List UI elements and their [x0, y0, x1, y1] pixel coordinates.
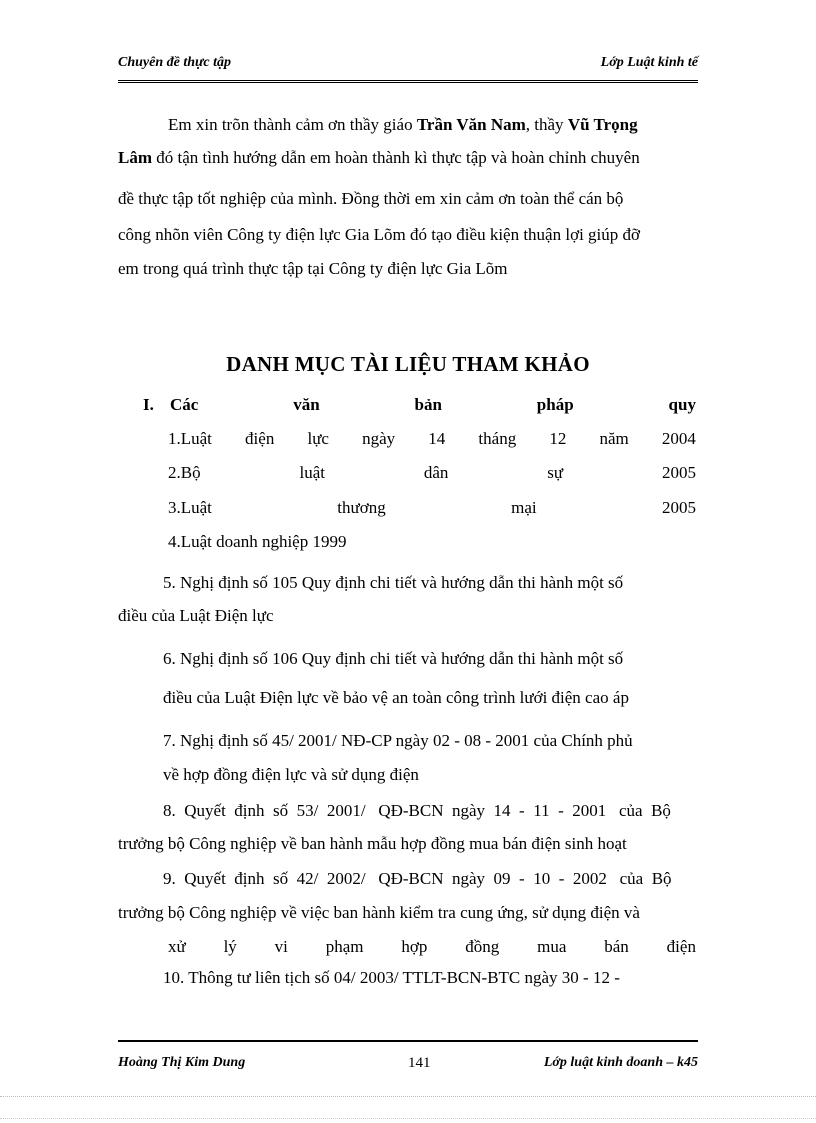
ref-item-4: 4.Luật doanh nghiệp 1999 [168, 532, 347, 551]
page-number: 141 [408, 1055, 431, 1071]
ref-item-8-line-2: trưởng bộ Công nghiệp về ban hành mẫu hợp đồng mua bán điện sinh hoạt [118, 834, 627, 853]
ack-line-3: đề thực tập tốt nghiệp của mình. Đồng thời em xin cảm ơn toàn thể cán bộ [118, 189, 624, 208]
page-edge-dotted-line [0, 1096, 816, 1097]
footer-class: Lớp luật kinh doanh – k45 [543, 1055, 698, 1070]
page-edge-dotted-line-2 [0, 1118, 816, 1119]
ref-item-6-line-2: điều của Luật Điện lực về bảo vệ an toàn công trình lưới điện cao áp [163, 688, 629, 707]
ref-item-1: 1.Luật điện lực ngày 14 tháng 12 năm 2004 [168, 429, 696, 448]
footer-author: Hoàng Thị Kim Dung [118, 1055, 246, 1070]
header-left: Chuyên đề thực tập [118, 55, 232, 70]
ref-item-7-line-2: về hợp đồng điện lực và sử dụng điện [163, 765, 419, 784]
ref-item-9-line-3: xử lý vi phạm hợp đồng mua bán điện [168, 937, 696, 956]
section-number: I. [143, 395, 154, 414]
ack-line-4: công nhõn viên Công ty điện lực Gia Lõm đó tạo điều kiện thuận lợi giúp đỡ [118, 225, 641, 244]
ack-line-1: Em xin trõn thành cảm ơn thầy giáo Trần Văn Nam, thầy Vũ Trọng [168, 115, 638, 134]
section-heading: Các văn bản pháp quy [170, 395, 696, 414]
ack-line-5: em trong quá trình thực tập tại Công ty điện lực Gia Lõm [118, 259, 508, 278]
ref-item-8-line-1: 8. Quyết định số 53/ 2001/ QĐ-BCN ngày 14 - 11 - 2001 của Bộ [163, 801, 671, 820]
ref-item-9-line-2: trưởng bộ Công nghiệp về việc ban hành kiểm tra cung ứng, sử dụng điện và [118, 903, 640, 922]
header-right: Lớp Luật kinh tế [600, 55, 698, 70]
ack-line-2: Lâm đó tận tình hướng dẫn em hoàn thành kì thực tập và hoàn chỉnh chuyên [118, 148, 640, 167]
ref-item-5-line-2: điều của Luật Điện lực [118, 606, 274, 625]
ref-item-10: 10. Thông tư liên tịch số 04/ 2003/ TTLT-BCN-BTC ngày 30 - 12 - [163, 968, 620, 987]
references-title: DANH MỤC TÀI LIỆU THAM KHẢO [226, 352, 590, 376]
ref-item-3: 3.Luật thương mại 2005 [168, 498, 696, 517]
ref-item-5-line-1: 5. Nghị định số 105 Quy định chi tiết và hướng dẫn thi hành một số [163, 573, 624, 592]
ref-item-9-line-1: 9. Quyết định số 42/ 2002/ QĐ-BCN ngày 09 - 10 - 2002 của Bộ [163, 869, 672, 888]
footer-rule [118, 1040, 698, 1042]
header-rule [118, 80, 698, 83]
ref-item-2: 2.Bộ luật dân sự 2005 [168, 463, 696, 482]
ref-item-7-line-1: 7. Nghị định số 45/ 2001/ NĐ-CP ngày 02 - 08 - 2001 của Chính phủ [163, 731, 633, 750]
ref-item-6-line-1: 6. Nghị định số 106 Quy định chi tiết và hướng dẫn thi hành một số [163, 649, 624, 668]
